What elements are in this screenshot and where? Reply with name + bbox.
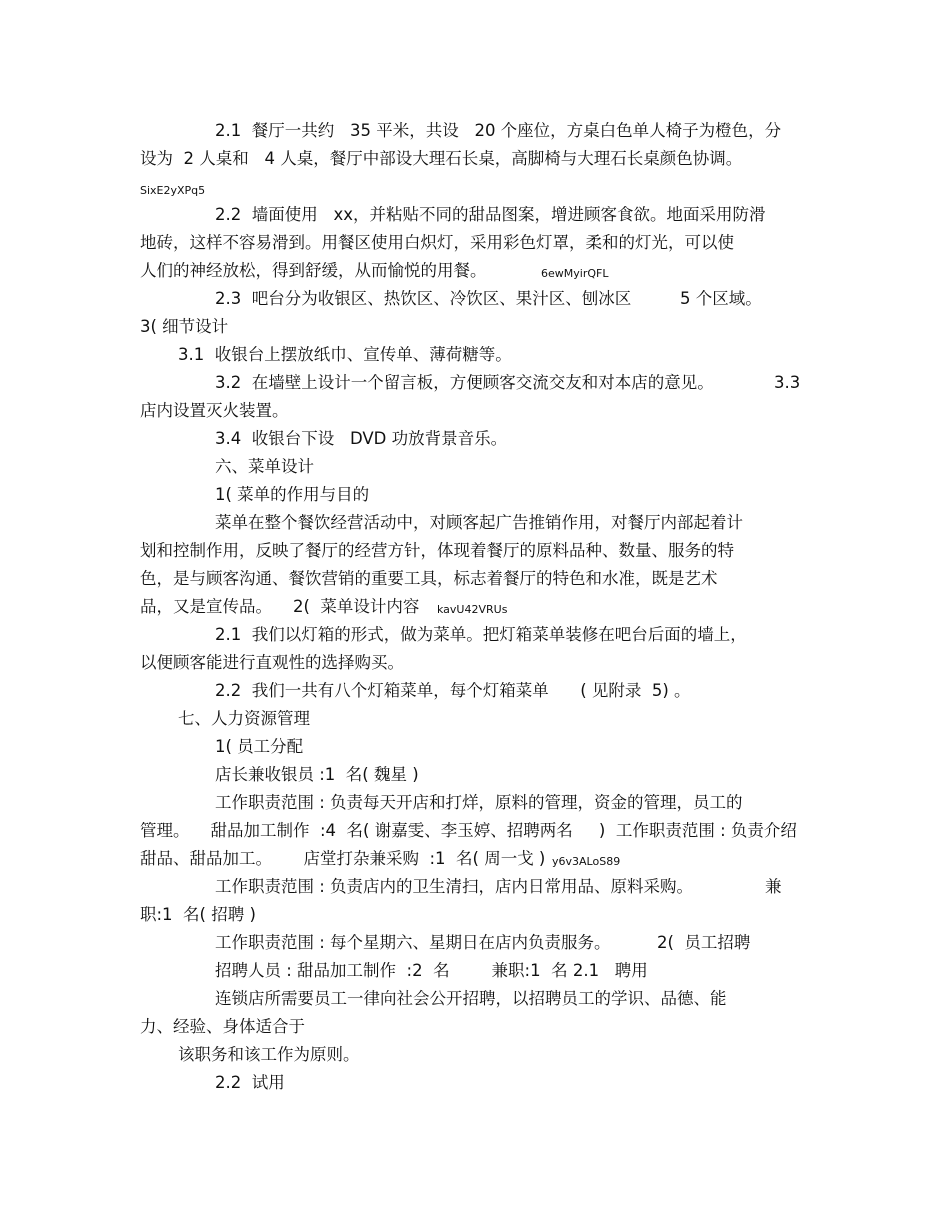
section-heading: 3( 细节设计 — [140, 317, 229, 336]
paragraph-line: 职:1 名( 招聘 ) — [140, 905, 256, 924]
section-heading: 2( 员工招聘 — [657, 933, 751, 952]
paragraph-line: 3.1 收银台上摆放纸巾、宣传单、薄荷糖等。 — [178, 345, 512, 364]
paragraph-line: 划和控制作用，反映了餐厅的经营方针，体现着餐厅的原料品种、数量、服务的特 — [140, 541, 734, 560]
paragraph-line: 3.2 在墙壁上设计一个留言板，方便顾客交流交友和对本店的意见。 — [215, 373, 714, 392]
paragraph-line: 3.4 收银台下设 DVD 功放背景音乐。 — [215, 429, 508, 448]
paragraph-line: 管理。 甜品加工制作 :4 名( 谢嘉雯、李玉婷、招聘两名 ) 工作职责范围 : 负责介绍 — [140, 821, 797, 840]
paragraph-line: 兼 — [765, 877, 782, 896]
paragraph-line: 甜品、甜品加工。 店堂打杂兼采购 :1 名( 周一戈 ) — [140, 849, 546, 868]
paragraph-line: 以便顾客能进行直观性的选择购买。 — [140, 653, 404, 672]
paragraph-line: 2.2 墙面使用 xx，并粘贴不同的甜品图案，增进顾客食欲。地面采用防滑 — [215, 205, 766, 224]
paragraph-line: 5 个区域。 — [680, 289, 762, 308]
paragraph-line: 2.2 我们一共有八个灯箱菜单，每个灯箱菜单 ( 见附录 5) 。 — [215, 681, 691, 700]
paragraph-line: 设为 2 人桌和 4 人桌，餐厅中部设大理石长桌，高脚椅与大理石长桌颜色协调。 — [140, 149, 743, 168]
paragraph-line: 3.3 — [774, 373, 801, 392]
paragraph-line: 工作职责范围 : 每个星期六、星期日在店内负责服务。 — [215, 933, 611, 952]
paragraph-line: 力、经验、身体适合于 — [140, 1017, 305, 1036]
watermark-code: SixE2yXPq5 — [140, 184, 206, 197]
section-heading: 2.2 试用 — [215, 1073, 285, 1092]
paragraph-line: 品，又是宣传品。 2( 菜单设计内容 — [140, 597, 420, 616]
paragraph-line: 工作职责范围 : 负责每天开店和打烊，原料的管理，资金的管理，员工的 — [215, 793, 743, 812]
paragraph-line: 店内设置灭火装置。 — [140, 401, 289, 420]
paragraph-line: 菜单在整个餐饮经营活动中，对顾客起广告推销作用，对餐厅内部起着计 — [215, 513, 743, 532]
section-heading: 六、菜单设计 — [215, 457, 314, 476]
section-heading: 1( 菜单的作用与目的 — [215, 485, 370, 504]
paragraph-line: 色，是与顾客沟通、餐饮营销的重要工具，标志着餐厅的特色和水准，既是艺术 — [140, 569, 718, 588]
paragraph-line: 2.1 餐厅一共约 35 平米，共设 20 个座位，方桌白色单人椅子为橙色，分 — [215, 121, 782, 140]
paragraph-line: 人们的神经放松，得到舒缓，从而愉悦的用餐。 — [140, 261, 487, 280]
paragraph-line: 2.1 我们以灯箱的形式，做为菜单。把灯箱菜单装修在吧台后面的墙上， — [215, 625, 747, 644]
paragraph-line: 该职务和该工作为原则。 — [178, 1045, 360, 1064]
watermark-code: kavU42VRUs — [437, 603, 508, 616]
paragraph-line: 连锁店所需要员工一律向社会公开招聘，以招聘员工的学识、品德、能 — [215, 989, 727, 1008]
paragraph-line: 工作职责范围 : 负责店内的卫生清扫，店内日常用品、原料采购。 — [215, 877, 694, 896]
section-heading: 1( 员工分配 — [215, 737, 304, 756]
section-heading: 七、人力资源管理 — [178, 709, 310, 728]
watermark-code: 6ewMyirQFL — [541, 267, 609, 280]
paragraph-line: 2.3 吧台分为收银区、热饮区、冷饮区、果汁区、刨冰区 — [215, 289, 632, 308]
watermark-code: y6v3ALoS89 — [552, 855, 621, 868]
paragraph-line: 招聘人员 : 甜品加工制作 :2 名 兼职:1 名 2.1 聘用 — [215, 961, 648, 980]
paragraph-line: 地砖，这样不容易滑到。用餐区使用白炽灯，采用彩色灯罩，柔和的灯光，可以使 — [140, 233, 734, 252]
paragraph-line: 店长兼收银员 :1 名( 魏星 ) — [215, 765, 419, 784]
